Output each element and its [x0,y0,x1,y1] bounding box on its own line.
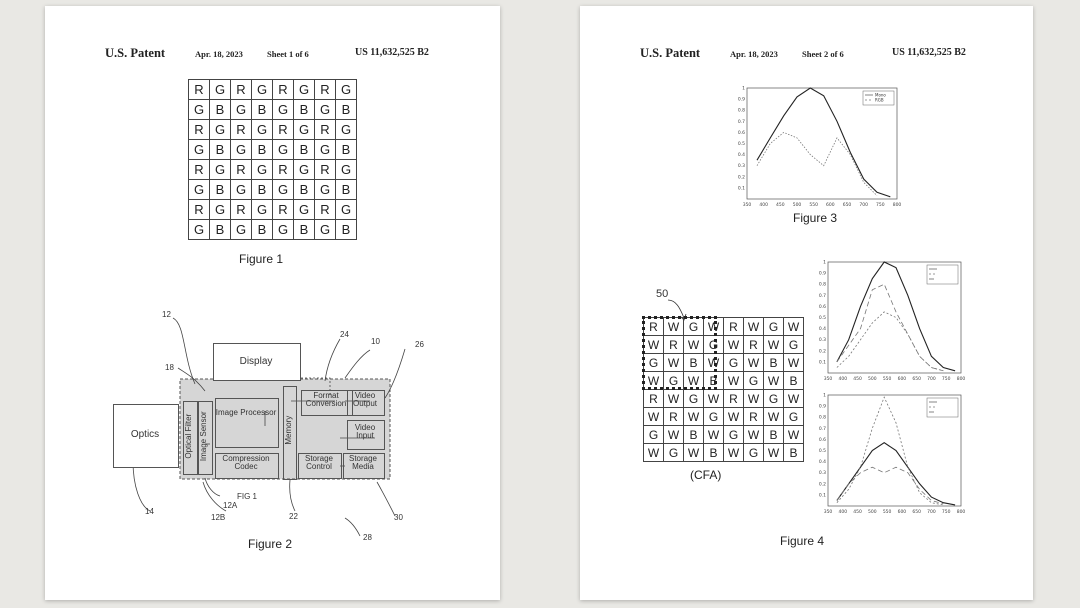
bayer-cell: B [210,180,231,200]
rgbw-cell: W [704,390,724,408]
bayer-cell: R [273,200,294,220]
bayer-cell: R [273,80,294,100]
rgbw-cell: R [644,390,664,408]
fig-1-inline-label: FIG 1 [237,492,258,501]
bayer-cell: G [273,140,294,160]
rgbw-cell: G [664,444,684,462]
figure-2-caption: Figure 2 [248,537,293,551]
x-tick-label: 700 [927,377,936,382]
bayer-cell: R [315,80,336,100]
rgbw-cell: W [724,444,744,462]
bayer-cell: G [231,140,252,160]
rgbw-cell: G [744,444,764,462]
rgbw-cell: W [784,426,804,444]
storage-media-label: Storage Media [348,454,378,472]
video-input-label: Video Input [354,423,376,441]
y-tick-label: 0.7 [737,119,745,125]
rgbw-cell: W [684,408,704,426]
rgbw-cell: B [784,444,804,462]
rgbw-cell: G [784,336,804,354]
bayer-cell: G [210,160,231,180]
bayer-cell: G [210,120,231,140]
rgbw-cell: W [724,372,744,390]
bayer-cell: R [273,160,294,180]
x-tick-label: 650 [912,377,921,382]
bayer-cell: B [294,100,315,120]
bayer-cell: B [294,140,315,160]
y-tick-label: 0.1 [818,360,826,366]
y-tick-label: 0.6 [818,437,826,443]
rgbw-row [644,390,804,408]
bayer-cell: G [273,180,294,200]
bayer-cell: G [273,100,294,120]
x-tick-label: 800 [892,203,902,208]
image-processor-label: Image Processor [215,408,277,417]
bayer-cell: R [189,160,210,180]
x-tick-label: 450 [853,510,862,515]
bayer-cell: R [315,160,336,180]
rgbw-cell: R [644,318,664,336]
bayer-cell: R [231,200,252,220]
y-tick-label: 0.8 [737,108,745,114]
rgbw-cell: W [744,354,764,372]
rgbw-cell: W [784,390,804,408]
x-tick-label: 700 [859,203,868,208]
bayer-cell: G [189,140,210,160]
bayer-cell: G [336,200,357,220]
display-label: Display [239,356,273,367]
x-tick-label: 600 [897,377,907,382]
x-tick-label: 750 [941,510,951,515]
optics-label: Optics [130,429,160,440]
y-tick-label: 0.1 [818,493,826,499]
rgbw-cell: W [664,318,684,336]
x-tick-label: 650 [912,510,921,515]
figure-3-chart [735,84,900,209]
bayer-cell: R [231,160,252,180]
ref-10: 10 [371,337,380,346]
rgbw-cell: W [744,390,764,408]
storage-control-label: Storage Control [304,454,334,472]
rgbw-cell: B [684,354,704,372]
sheet-number: Sheet 2 of 6 [802,49,844,59]
bayer-cell: B [210,100,231,120]
rgbw-cell: W [704,318,724,336]
rgbw-cell: W [644,336,664,354]
rgbw-cell: B [704,372,724,390]
rgbw-cell: G [744,372,764,390]
bayer-cell: G [336,160,357,180]
ref-30: 30 [394,513,403,522]
rgbw-cell: B [704,444,724,462]
bayer-cell: G [189,100,210,120]
y-tick-label: 0.1 [737,186,745,192]
rgbw-cell: G [664,372,684,390]
rgbw-cell: W [684,336,704,354]
rgbw-cell: W [764,408,784,426]
video-output-label: Video Output [352,391,377,409]
rgbw-cell: B [764,354,784,372]
bayer-cell: B [252,220,273,240]
x-tick-label: 500 [868,377,877,382]
rgbw-cell: G [704,408,724,426]
ref-22: 22 [289,512,298,521]
patent-date: Apr. 18, 2023 [195,49,243,59]
y-tick-label: 0.6 [737,130,745,136]
y-tick-label: 0.7 [818,426,826,432]
format-conversion-label: Format Conversion [305,391,347,409]
ref-50: 50 [656,288,669,300]
x-tick-label: 450 [776,203,785,208]
rgbw-cell: R [724,318,744,336]
rgbw-cell: G [644,354,664,372]
bayer-cell: G [189,180,210,200]
rgbw-cell: G [724,354,744,372]
x-tick-label: 500 [868,510,877,515]
y-tick-label: 0.9 [818,404,826,410]
optical-filter-label: Optical Filter [183,413,193,459]
rgbw-cell: W [764,372,784,390]
y-tick-label: 1 [742,86,745,92]
y-tick-label: 0.4 [818,327,826,333]
rgbw-cell: W [664,390,684,408]
y-tick-label: 0.8 [818,282,826,288]
x-tick-label: 400 [838,510,848,515]
bayer-cell: R [231,120,252,140]
y-tick-label: 0.6 [818,304,826,310]
rgbw-cell: G [684,318,704,336]
rgbw-row [644,444,804,462]
bayer-cell: R [189,120,210,140]
bayer-cell: B [294,180,315,200]
bayer-cell: G [294,120,315,140]
bayer-cell: B [252,140,273,160]
bayer-cell: R [231,80,252,100]
figure-4-bottom-chart [816,391,964,516]
x-tick-label: 400 [759,203,768,208]
bayer-cell: G [294,200,315,220]
x-tick-label: 350 [742,203,752,208]
rgbw-cell: R [744,408,764,426]
bayer-cell: G [315,180,336,200]
y-tick-label: 0.8 [818,415,826,421]
x-tick-label: 800 [956,510,966,515]
rgbw-cell: W [724,336,744,354]
bayer-cell: B [210,220,231,240]
rgbw-row [644,408,804,426]
rgbw-cell: G [644,426,664,444]
y-tick-label: 0.7 [818,293,826,299]
bayer-cell: R [315,120,336,140]
bayer-cell: G [336,80,357,100]
ref-12b: 12B [211,513,226,522]
memory-label: Memory [283,415,293,445]
ref-26: 26 [415,340,424,349]
cfa-unit-cell-outline [642,316,717,390]
patent-date: Apr. 18, 2023 [730,49,778,59]
y-tick-label: 0.5 [737,142,745,147]
legend-box [927,265,958,284]
rgbw-cell: W [764,336,784,354]
rgbw-cell: W [784,354,804,372]
bayer-cell: R [273,120,294,140]
y-tick-label: 0.3 [737,164,745,170]
legend-label: RGB [875,97,884,103]
rgbw-cell: W [744,318,764,336]
bayer-cell: G [210,80,231,100]
figure-4-caption: Figure 4 [780,534,825,548]
bayer-cell: B [336,100,357,120]
x-tick-label: 700 [927,510,936,515]
patent-sheet-1 [45,6,500,600]
image-sensor-label: Image Sensor [198,411,208,462]
figure-4-top-chart [816,258,964,383]
patent-number: US 11,632,525 B2 [892,47,966,58]
x-tick-label: 750 [876,203,885,208]
bayer-cell: B [252,100,273,120]
x-tick-label: 550 [882,510,892,515]
bayer-cell: G [252,160,273,180]
rgbw-cell: R [664,336,684,354]
bayer-cell: G [231,100,252,120]
y-tick-label: 0.4 [818,460,826,466]
compression-codec-label: Compression Codec [222,454,270,472]
y-tick-label: 0.2 [818,349,826,355]
ref-12a: 12A [223,501,238,510]
rgbw-cell: B [784,372,804,390]
rgbw-cell: W [724,408,744,426]
y-tick-label: 0.4 [737,153,745,159]
x-tick-label: 550 [882,377,892,382]
rgbw-cell: W [744,426,764,444]
y-tick-label: 1 [823,393,826,399]
legend-label: Mono [875,92,886,98]
rgbw-cell: R [744,336,764,354]
rgbw-cell: G [764,318,784,336]
bayer-cell: G [336,120,357,140]
figure-2-leader-lines [45,6,500,600]
bayer-cell: B [336,220,357,240]
bayer-cell: B [210,140,231,160]
x-tick-label: 450 [853,377,862,382]
bayer-cell: G [231,180,252,200]
cfa-label: (CFA) [690,468,722,482]
x-tick-label: 800 [956,377,966,382]
bayer-cell: G [252,80,273,100]
patent-label: U.S. Patent [640,46,701,60]
bayer-cell: R [189,80,210,100]
rgbw-cell: G [764,390,784,408]
ref-18: 18 [165,363,174,372]
y-tick-label: 0.3 [818,471,826,477]
bayer-cell: B [336,140,357,160]
figure-2-diagram [45,6,500,600]
ref-14: 14 [145,507,154,516]
figure-1-caption: Figure 1 [239,252,284,266]
x-tick-label: 750 [941,377,951,382]
bayer-cell: B [252,180,273,200]
bayer-cell: B [294,220,315,240]
bayer-cell: G [252,120,273,140]
rgbw-cell: W [704,354,724,372]
bayer-cell: G [252,200,273,220]
bayer-cell: G [294,160,315,180]
x-tick-label: 600 [897,510,907,515]
ref-12: 12 [162,310,171,319]
bayer-cell: G [315,220,336,240]
x-tick-label: 650 [842,203,852,208]
rgbw-cell: W [704,426,724,444]
x-tick-label: 550 [809,203,818,208]
y-tick-label: 0.2 [737,175,745,181]
y-tick-label: 0.5 [818,316,826,321]
bayer-cell: B [336,180,357,200]
rgbw-cell: W [684,444,704,462]
ref-28: 28 [363,533,372,542]
rgbw-cell: R [664,408,684,426]
rgbw-row [644,426,804,444]
x-tick-label: 400 [838,377,848,382]
ref-24: 24 [340,330,349,339]
rgbw-cell: R [724,390,744,408]
rgbw-cell: B [764,426,784,444]
legend-box [927,398,958,417]
rgbw-cell: W [784,318,804,336]
rgbw-cell: W [644,408,664,426]
patent-number: US 11,632,525 B2 [355,47,429,58]
bayer-cell: G [273,220,294,240]
y-tick-label: 0.5 [818,449,826,454]
rgbw-cell: G [784,408,804,426]
bayer-cell: G [315,100,336,120]
bayer-cell: G [231,220,252,240]
sheet-number: Sheet 1 of 6 [267,49,309,59]
rgbw-cell: W [644,372,664,390]
y-tick-label: 0.9 [737,97,745,103]
y-tick-label: 0.3 [818,338,826,344]
x-tick-label: 500 [792,203,802,208]
y-tick-label: 0.9 [818,271,826,277]
rgbw-cell: G [684,390,704,408]
x-tick-label: 350 [823,377,833,382]
patent-label: U.S. Patent [105,46,166,60]
rgbw-cell: G [724,426,744,444]
y-tick-label: 0.2 [818,482,826,488]
rgbw-cell: W [684,372,704,390]
bayer-cell: G [315,140,336,160]
rgbw-cell: W [664,354,684,372]
rgbw-cell: G [704,336,724,354]
figure-3-caption: Figure 3 [793,211,838,225]
rgbw-cell: W [644,444,664,462]
x-tick-label: 600 [826,203,835,208]
x-tick-label: 350 [823,510,833,515]
image-processor-block [215,398,279,448]
bayer-cell: G [210,200,231,220]
y-tick-label: 1 [823,260,826,266]
rgbw-cell: W [664,426,684,444]
rgbw-cell: W [764,444,784,462]
rgbw-cell: B [684,426,704,444]
bayer-cell: R [315,200,336,220]
bayer-cell: R [189,200,210,220]
bayer-cell: G [294,80,315,100]
patent-sheet-2 [580,6,1033,600]
bayer-cell: G [189,220,210,240]
